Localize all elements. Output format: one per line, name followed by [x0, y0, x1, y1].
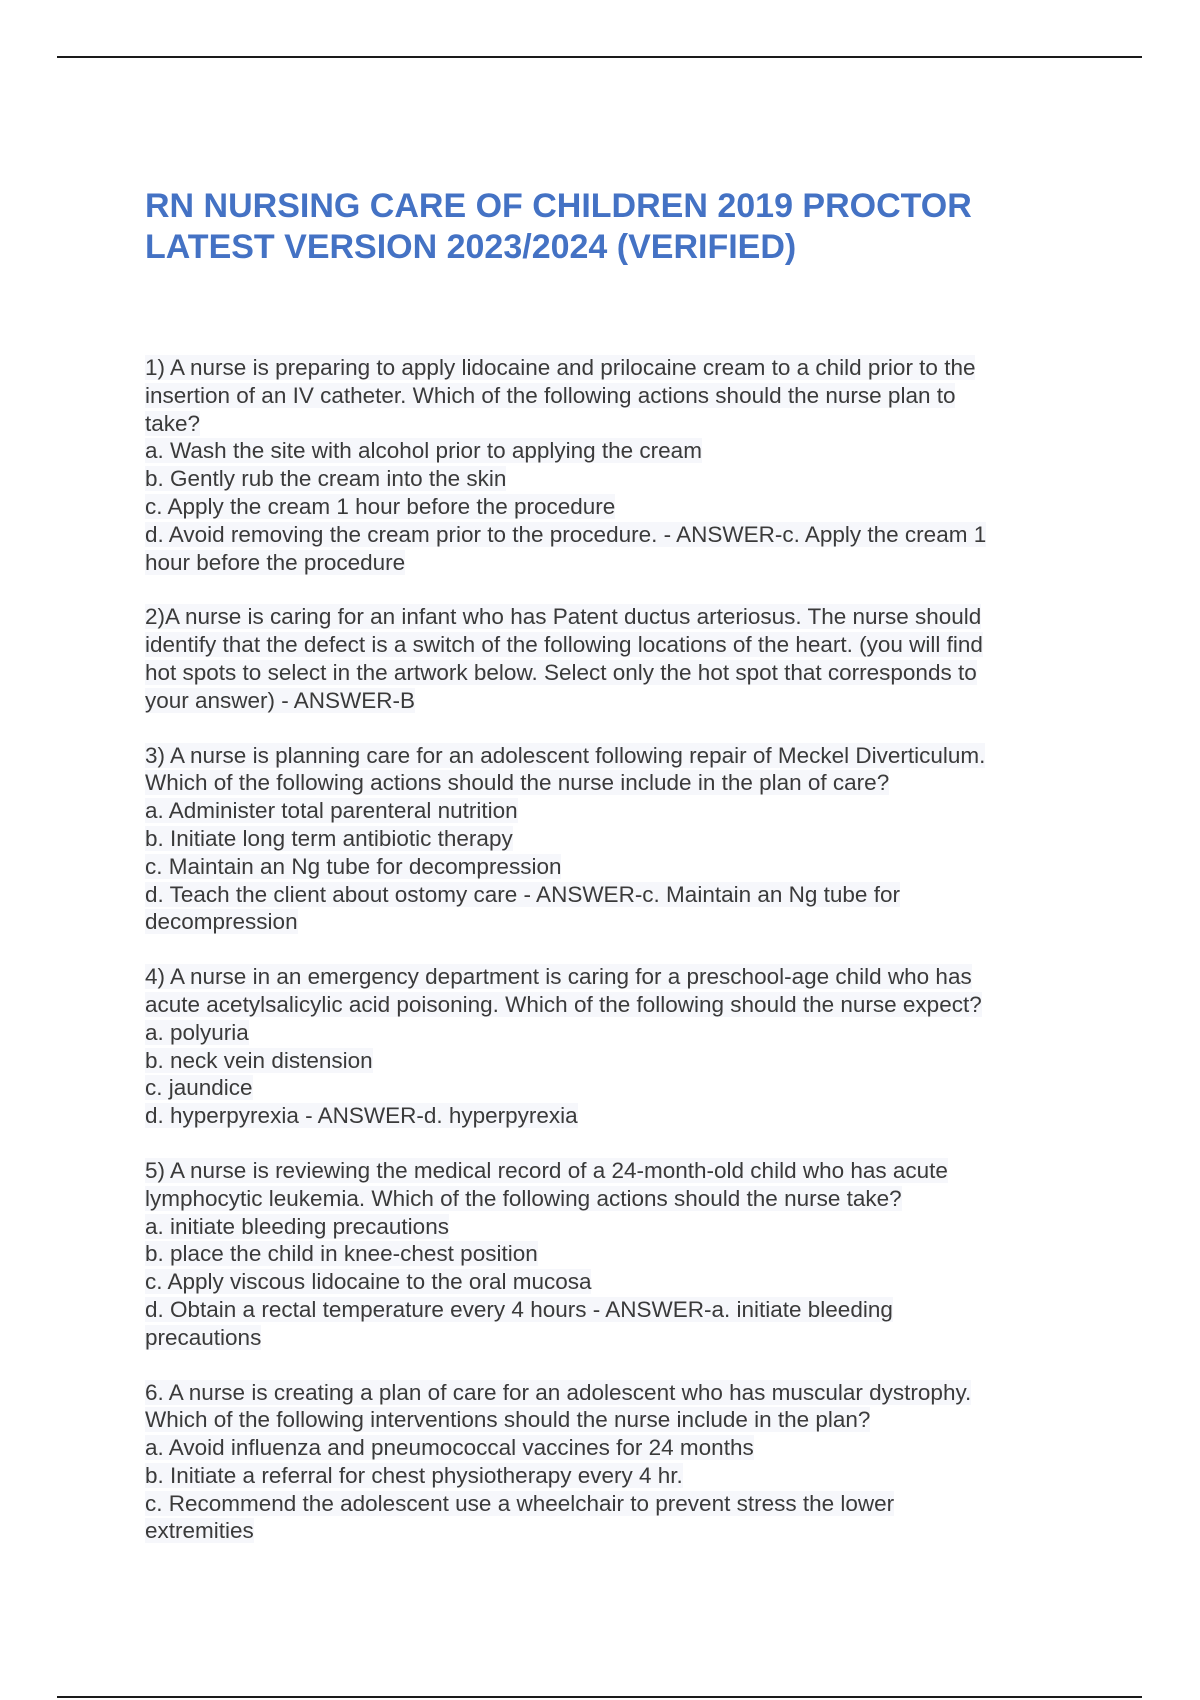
option-line: b. place the child in knee-chest position — [145, 1241, 538, 1267]
option-line: c. Recommend the adolescent use a wheelchair to prevent stress the lower — [145, 1490, 895, 1516]
question-4 — [145, 963, 1065, 1130]
option-line: b. Gently rub the cream into the skin — [145, 466, 507, 492]
option-line: c. Apply the cream 1 hour before the procedure — [145, 493, 616, 519]
answer-line: your answer) - ANSWER-B — [145, 687, 416, 713]
answer-line: decompression — [145, 909, 298, 935]
document-body — [145, 186, 1065, 1572]
answer-line: precautions — [145, 1324, 262, 1350]
question-line: identify that the defect is a switch of the following locations of the heart. (you will find — [145, 632, 983, 658]
document-title — [145, 186, 1065, 268]
option-line: c. Maintain an Ng tube for decompression — [145, 853, 562, 879]
question-line: 1) A nurse is preparing to apply lidocaine and prilocaine cream to a child prior to the — [145, 355, 976, 380]
option-line: a. initiate bleeding precautions — [145, 1213, 449, 1239]
option-line: a. Wash the site with alcohol prior to applying the cream — [145, 438, 702, 464]
option-line: c. jaundice — [145, 1075, 253, 1101]
question-2 — [145, 603, 1065, 714]
question-line: acute acetylsalicylic acid poisoning. Which of the following should the nurse expect? — [145, 991, 982, 1017]
option-line: a. Administer total parenteral nutrition — [145, 798, 518, 824]
option-answer-line: d. Avoid removing the cream prior to the procedure. - ANSWER-c. Apply the cream 1 — [145, 521, 987, 547]
question-line: insertion of an IV catheter. Which of the following actions should the nurse plan to — [145, 382, 956, 408]
option-answer-line: d. Teach the client about ostomy care - ANSWER-c. Maintain an Ng tube for — [145, 881, 900, 907]
option-line: b. neck vein distension — [145, 1047, 373, 1073]
option-line: c. Apply viscous lidocaine to the oral mucosa — [145, 1269, 592, 1295]
option-line: b. Initiate a referral for chest physiotherapy every 4 hr. — [145, 1462, 683, 1488]
question-line: 3) A nurse is planning care for an adolescent following repair of Meckel Diverticulum. — [145, 742, 986, 768]
option-answer-line: d. Obtain a rectal temperature every 4 hours - ANSWER-a. initiate bleeding — [145, 1296, 893, 1322]
question-line: Which of the following actions should the nurse include in the plan of care? — [145, 770, 890, 796]
question-line: 6. A nurse is creating a plan of care for an adolescent who has muscular dystrophy. — [145, 1379, 972, 1405]
option-line: b. Initiate long term antibiotic therapy — [145, 825, 513, 851]
title-line: RN NURSING CARE OF CHILDREN 2019 PROCTOR — [145, 187, 972, 225]
top-rule — [57, 56, 1142, 58]
question-line: hot spots to select in the artwork below. Select only the hot spot that corresponds to — [145, 659, 977, 685]
question-3 — [145, 742, 1065, 937]
question-line: 4) A nurse in an emergency department is caring for a preschool-age child who has — [145, 964, 972, 990]
bottom-rule — [57, 1696, 1142, 1698]
question-6 — [145, 1379, 1065, 1546]
question-line: 5) A nurse is reviewing the medical record of a 24-month-old child who has acute — [145, 1157, 948, 1183]
question-line: take? — [145, 410, 201, 436]
question-1 — [145, 354, 1065, 576]
option-line: extremities — [145, 1518, 254, 1544]
question-line: lymphocytic leukemia. Which of the following actions should the nurse take? — [145, 1185, 902, 1211]
answer-line: hour before the procedure — [145, 549, 406, 575]
option-answer-line: d. hyperpyrexia - ANSWER-d. hyperpyrexia — [145, 1103, 578, 1129]
option-line: a. Avoid influenza and pneumococcal vaccines for 24 months — [145, 1435, 754, 1461]
title-line: LATEST VERSION 2023/2024 (VERIFIED) — [145, 228, 797, 266]
option-line: a. polyuria — [145, 1019, 249, 1045]
question-list — [145, 354, 1065, 1545]
question-line: 2)A nurse is caring for an infant who has Patent ductus arteriosus. The nurse should — [145, 604, 982, 630]
question-line: Which of the following interventions should the nurse include in the plan? — [145, 1407, 871, 1433]
question-5 — [145, 1157, 1065, 1352]
